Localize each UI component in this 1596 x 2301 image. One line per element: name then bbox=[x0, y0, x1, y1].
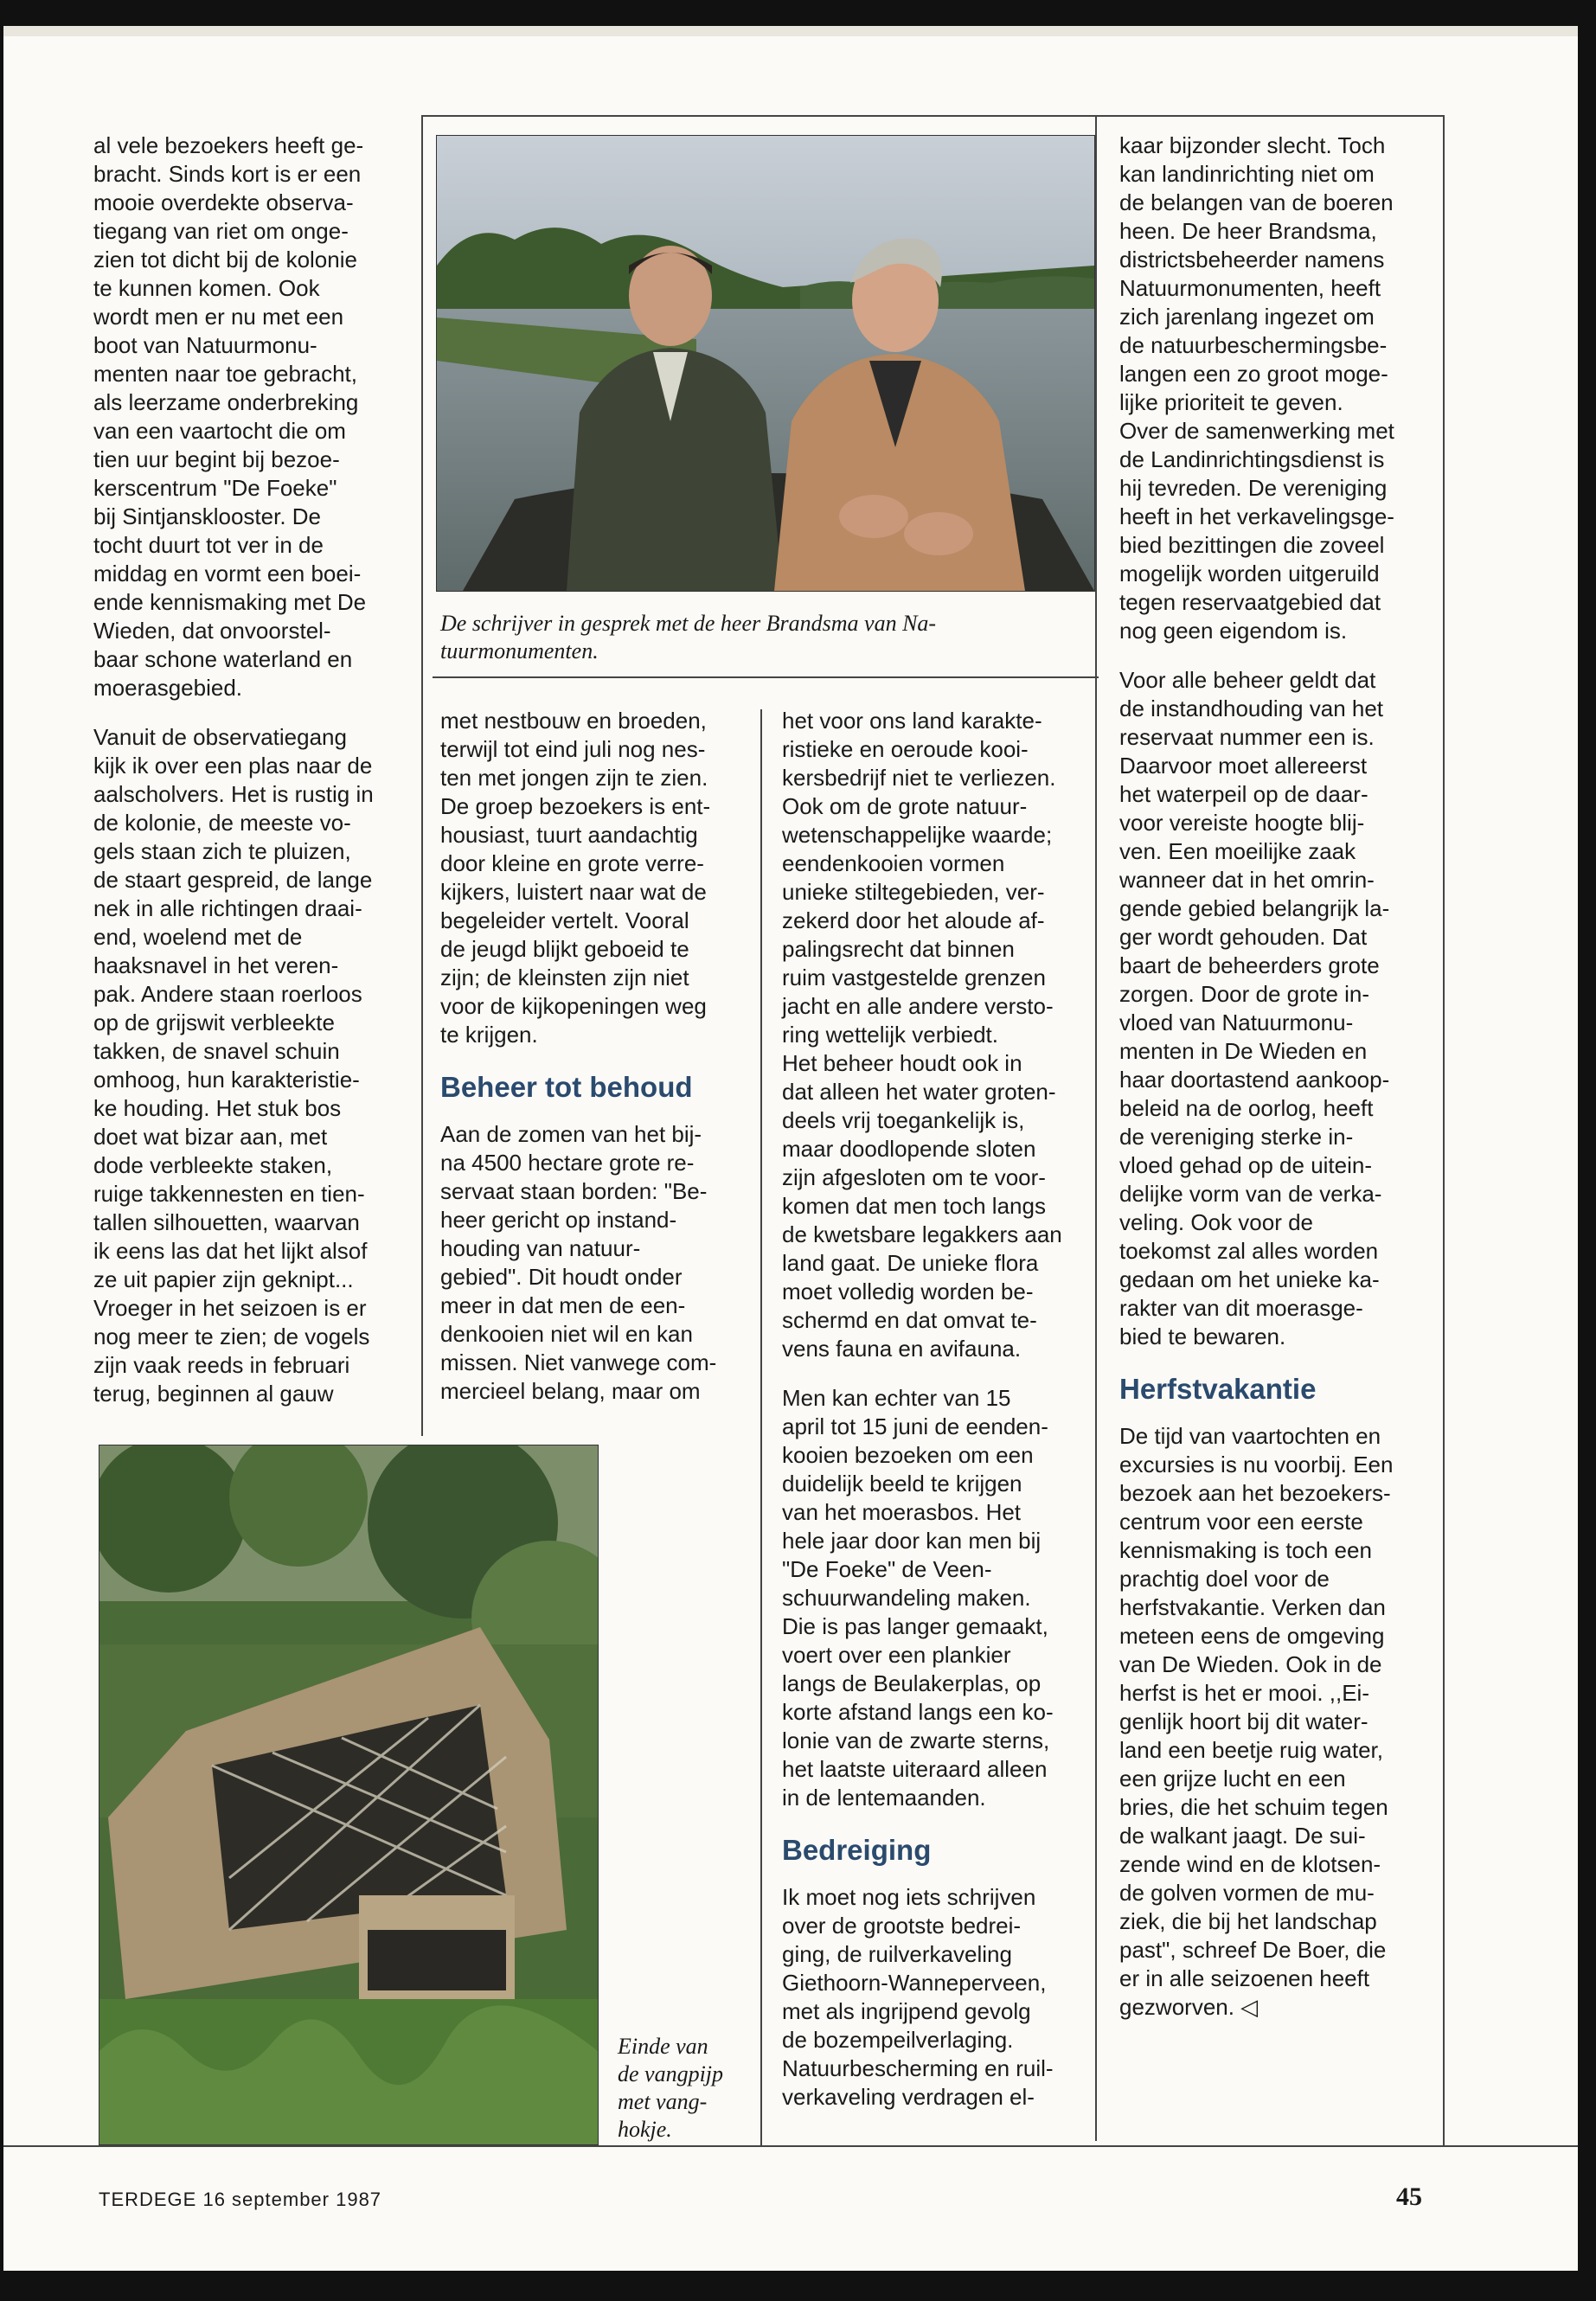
frame-top bbox=[421, 115, 1445, 117]
photo-duck-decoy-cage bbox=[99, 1445, 599, 2145]
frame-right bbox=[1443, 117, 1445, 2145]
col2-paragraph-1: met nestbouw en broeden, terwijl tot eind juli nog nes- ten met jongen zijn te zien. De groep bezoekers is ent- housiast, tuurt aandachtig door kleine en grote verre- kijkers, luistert naar wat de begeleider vertelt. Vooral de jeugd blijkt geboeid te zijn; de kleinsten zijn niet voor de kijkopeningen weg te krijgen. bbox=[440, 708, 711, 1048]
col4-paragraph-1: kaar bijzonder slecht. Toch kan landinrichting niet om de belangen van de boeren heen. De heer Brandsma, districtsbeheerder namens Natuurmonumenten, heeft zich jarenlang ingezet om de natuurbeschermingsbe- langen een zo groot moge- lijke prioriteit te geven. Over de samenwerking met de Landinrichtingsdienst is hij tevreden. De vereniging heeft in het verkavelingsge- bied bezittingen die zoveel mogelijk worden uitgeruild tegen reservaatgebied dat nog geen eigendom is. bbox=[1119, 132, 1394, 644]
column-rule-middle bbox=[760, 709, 762, 2145]
col3-paragraph-3: Ik moet nog iets schrijven over de grootste bedrei- ging, de ruilverkaveling Giethoorn-Wanneperveen, met als ingrijpend gevolg de bozempeilverlaging. Natuurbescherming en ruil- verkaveling verdragen el- bbox=[782, 1884, 1054, 2110]
column-rule-left bbox=[421, 117, 423, 1436]
magazine-page bbox=[3, 26, 1578, 2271]
col4-paragraph-3: De tijd van vaartochten en excursies is nu voorbij. Een bezoek aan het bezoekers- centrum voor een eerste kennismaking is toch een prachtig doel voor de herfstvakantie. Verken dan meteen eens de omgeving van De Wieden. Ook in de herfst is het er mooi. ,,Ei- genlijk hoort bij dit water- land een beetje ruig water, een grijze lucht en een bries, die het schuim tegen de walkant jaagt. De sui- zende wind en de klotsen- de golven vormen de mu- ziek, die bij het landschap past", schreef De Boer, die er in alle seizoenen heeft gezworven. ◁ bbox=[1119, 1423, 1394, 2020]
article-column-2 bbox=[440, 707, 752, 1426]
article-column-1 bbox=[93, 131, 413, 1429]
col1-paragraph-2: Vanuit de observatiegang kijk ik over een plas naar de aalscholvers. Het is rustig in de kolonie, de meeste vo- gels staan zich te pluizen, de staart gespreid, de lange nek in alle richtingen draai- end, woelend met de haaksnavel in het veren- pak. Andere staan roerloos op de grijswit verbleekte takken, de snavel schuin omhoog, hun karakteristie- ke houding. Het stuk bos doet wat bizar aan, met dode verbleekte staken, ruige takkennesten en tien- tallen silhouetten, waarvan ik eens las dat het lijkt alsof ze uit papier zijn geknipt... Vroeger in het seizoen is er nog meer te zien; de vogels zijn vaak reeds in februari terug, beginnen al gauw bbox=[93, 724, 374, 1407]
subheading-beheer: Beheer tot behoud bbox=[440, 1071, 693, 1103]
subheading-bedreiging: Bedreiging bbox=[782, 1834, 932, 1866]
photo-top-caption: De schrijver in gesprek met de heer Brandsma van Na- tuurmonumenten. bbox=[440, 611, 937, 663]
subheading-herfstvakantie: Herfstvakantie bbox=[1119, 1373, 1317, 1405]
col3-paragraph-2: Men kan echter van 15 april tot 15 juni de eenden- kooien bezoeken om een duidelijk beeld te krijgen van het moerasbos. Het hele jaar door kan men bij "De Foeke" de Veen- schuurwandeling maken. Die is pas langer gemaakt, voert over een plankier langs de Beulakerplas, op korte afstand langs een ko- lonie van de zwarte sterns, het laatste uiteraard alleen in de lentemaanden. bbox=[782, 1385, 1054, 1811]
column-rule-right bbox=[1095, 117, 1097, 2141]
footer-magazine-issue: TERDEGE 16 september 1987 bbox=[99, 2189, 382, 2210]
photo-cage-image bbox=[99, 1445, 598, 2144]
photo-boat-conversation bbox=[436, 135, 1095, 592]
photo-bottom-caption: Einde van de vangpijp met vang- hokje. bbox=[618, 2034, 724, 2142]
col2-paragraph-2: Aan de zomen van het bij- na 4500 hectare grote re- servaat staan borden: "Be- heer gericht op instand- houding van natuur- gebied". Dit houdt onder meer in dat men de een- denkooien niet wil en kan missen. Niet vanwege com- mercieel belang, maar om bbox=[440, 1121, 717, 1404]
col4-paragraph-2: Voor alle beheer geldt dat de instandhouding van het reservaat nummer een is. Daarvoor moet allereerst het waterpeil op de daar- voor vereiste hoogte blij- ven. Een moeilijke zaak wanneer dat in het omrin- gende gebied belangrijk la- ger wordt gehouden. Dat baart de beheerders grote zorgen. Door de grote in- vloed van Natuurmonu- menten in De Wieden en haar doortastend aankoop- beleid na de oorlog, heeft de vereniging sterke in- vloed gehad op de uitein- delijke vorm van de verka- veling. Ook voor de toekomst zal alles worden gedaan om het unieke ka- rakter van dit moerasge- bied te bewaren. bbox=[1119, 667, 1390, 1349]
article-column-4 bbox=[1119, 131, 1439, 2042]
article-column-3 bbox=[782, 707, 1093, 2132]
footer-page-number: 45 bbox=[1396, 2182, 1422, 2211]
caption-rule bbox=[433, 676, 1099, 678]
col1-paragraph-1: al vele bezoekers heeft ge- bracht. Sinds kort is er een mooie overdekte observa- tiegang van riet om onge- zien tot dicht bij de kolonie te kunnen komen. Ook wordt men er nu met een boot van Natuurmonu- menten naar toe gebracht, als leerzame onderbreking van een vaartocht die om tien uur begint bij bezoe- kerscentrum "De Foeke" bij Sintjansklooster. De tocht duurt tot ver in de middag en vormt een boei- ende kennismaking met De Wieden, dat onvoorstel- baar schone waterland en moerasgebied. bbox=[93, 132, 367, 701]
top-scan-band bbox=[3, 26, 1578, 36]
col3-paragraph-1: het voor ons land karakte- ristieke en oeroude kooi- kersbedrijf niet te verliezen. Ook om de grote natuur- wetenschappelijke waarde; eendenkooien vormen unieke stiltegebieden, ver- zekerd door het aloude af- palingsrecht dat binnen ruim vastgestelde grenzen jacht en alle andere versto- ring wettelijk verbiedt. Het beheer houdt ook in dat alleen het water groten- deels vrij toegankelijk is, maar doodlopende sloten zijn afgesloten om te voor- komen dat men toch langs de kwetsbare legakkers aan land gaat. De unieke flora moet volledig worden be- schermd en dat omvat te- vens fauna en avifauna. bbox=[782, 708, 1062, 1362]
photo-boat-image bbox=[437, 136, 1094, 591]
footer-rule bbox=[3, 2145, 1578, 2147]
